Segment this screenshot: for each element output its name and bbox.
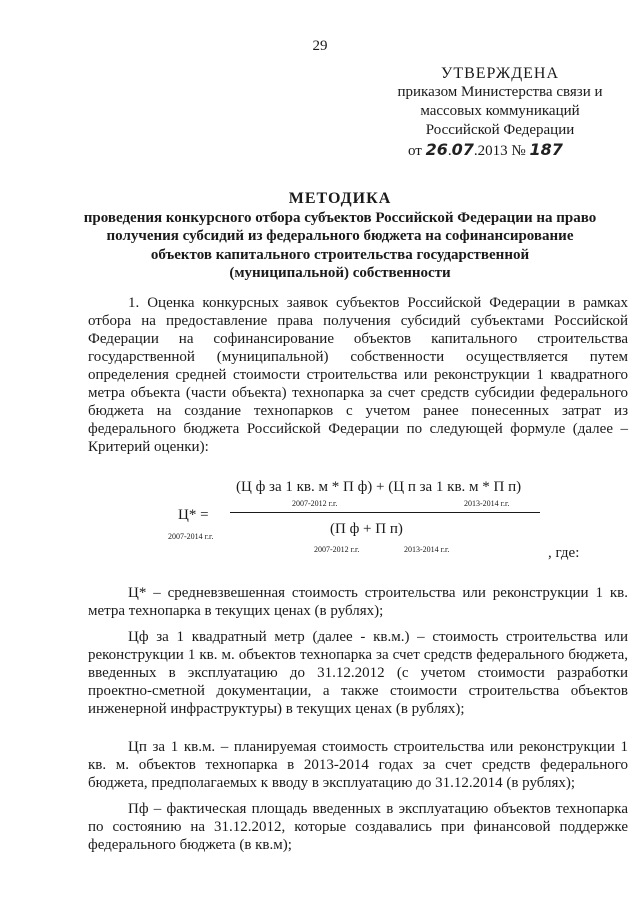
document-title — [60, 190, 620, 283]
order-prefix: от — [408, 143, 422, 159]
order-year: 2013 № — [477, 143, 526, 159]
title-subtitle-line: (муниципальной) собственности — [229, 265, 451, 281]
formula-numerator: (Ц ф за 1 кв. м * П ф) + (Ц п за 1 кв. м * П п) — [236, 479, 522, 495]
formula-where: , где: — [548, 545, 580, 561]
title-subtitle-line: получения субсидий из федерального бюджета на софинансирование — [106, 228, 574, 244]
formula-denominator-sub: 2013-2014 г.г. — [404, 545, 450, 554]
order-number: 187 — [529, 140, 563, 159]
order-day: 26 — [425, 140, 448, 159]
approval-line: приказом Министерства связи и — [397, 84, 603, 100]
approved-label: УТВЕРЖДЕНА — [440, 65, 559, 82]
formula-numerator-sub: 2007-2012 г.г. — [292, 499, 338, 508]
title-subtitle-line: проведения конкурсного отбора субъектов Российской Федерации на право — [83, 209, 597, 226]
formula-denominator-sub: 2007-2012 г.г. — [314, 545, 360, 554]
title-subtitle-line: объектов капитального строительства государственной — [150, 246, 530, 263]
fraction-line — [230, 512, 540, 513]
definition-paragraph: Пф – фактическая площадь введенных в эксплуатацию объектов технопарка по состоянию на 31.12.2012, которые создавались при финансовой поддержке федерального бюджета (в кв.м); — [88, 801, 628, 853]
definition-paragraph: Цп за 1 кв.м. – планируемая стоимость строительства или реконструкции 1 кв. м. объектов технопарка в 2013-2014 годах за счет средств федерального бюджета, предполагаемых к вводу в эксплуатацию до 31.12.2014 (в рублях); — [88, 739, 628, 791]
title-heading: МЕТОДИКА — [288, 190, 392, 207]
formula-numerator-sub: 2013-2014 г.г. — [464, 499, 510, 508]
approval-line: Российской Федерации — [425, 122, 575, 138]
approval-stamp — [380, 64, 620, 161]
order-month: 07 — [451, 140, 474, 159]
formula-lhs: Ц* = — [178, 507, 209, 523]
page-number: 29 — [312, 38, 328, 54]
formula-lhs-sub: 2007-2014 г.г. — [168, 532, 214, 541]
definition-paragraph: Цф за 1 квадратный метр (далее - кв.м.) – стоимость строительства или реконструкции 1 кв. м. объектов технопарка за счет средств федерального бюджета, введенных в эксплуатацию до 31.12.2012 (с учетом стоимости разработки проектно-сметной документации, а также стоимости строительства объектов инженерной инфраструктуры) в текущих ценах (в рублях); — [88, 629, 628, 717]
approval-line: массовых коммуникаций — [420, 103, 580, 119]
definition-paragraph: Ц* – средневзвешенная стоимость строительства или реконструкции 1 кв. метра технопарка в текущих ценах (в рублях); — [88, 585, 628, 619]
formula-denominator: (П ф + П п) — [330, 521, 403, 537]
order-line: от 26.07.2013 № 187 — [408, 140, 563, 159]
intro-paragraph: 1. Оценка конкурсных заявок субъектов Российской Федерации в рамках отбора на предоставление права получения субсидий субъектами Российской Федерации на софинансирование объектов капитального строительства государственной (муниципальной) собственности осуществляется путем определения средней стоимости строительства или реконструкции 1 квадратного метра объекта (части объекта) технопарка за счет средств субсидии федерального бюджета на создание технопарков с учетом ранее понесенных затрат из федерального бюджета Российской Федерации по следующей формуле (далее – Критерий оценки): — [88, 295, 628, 455]
